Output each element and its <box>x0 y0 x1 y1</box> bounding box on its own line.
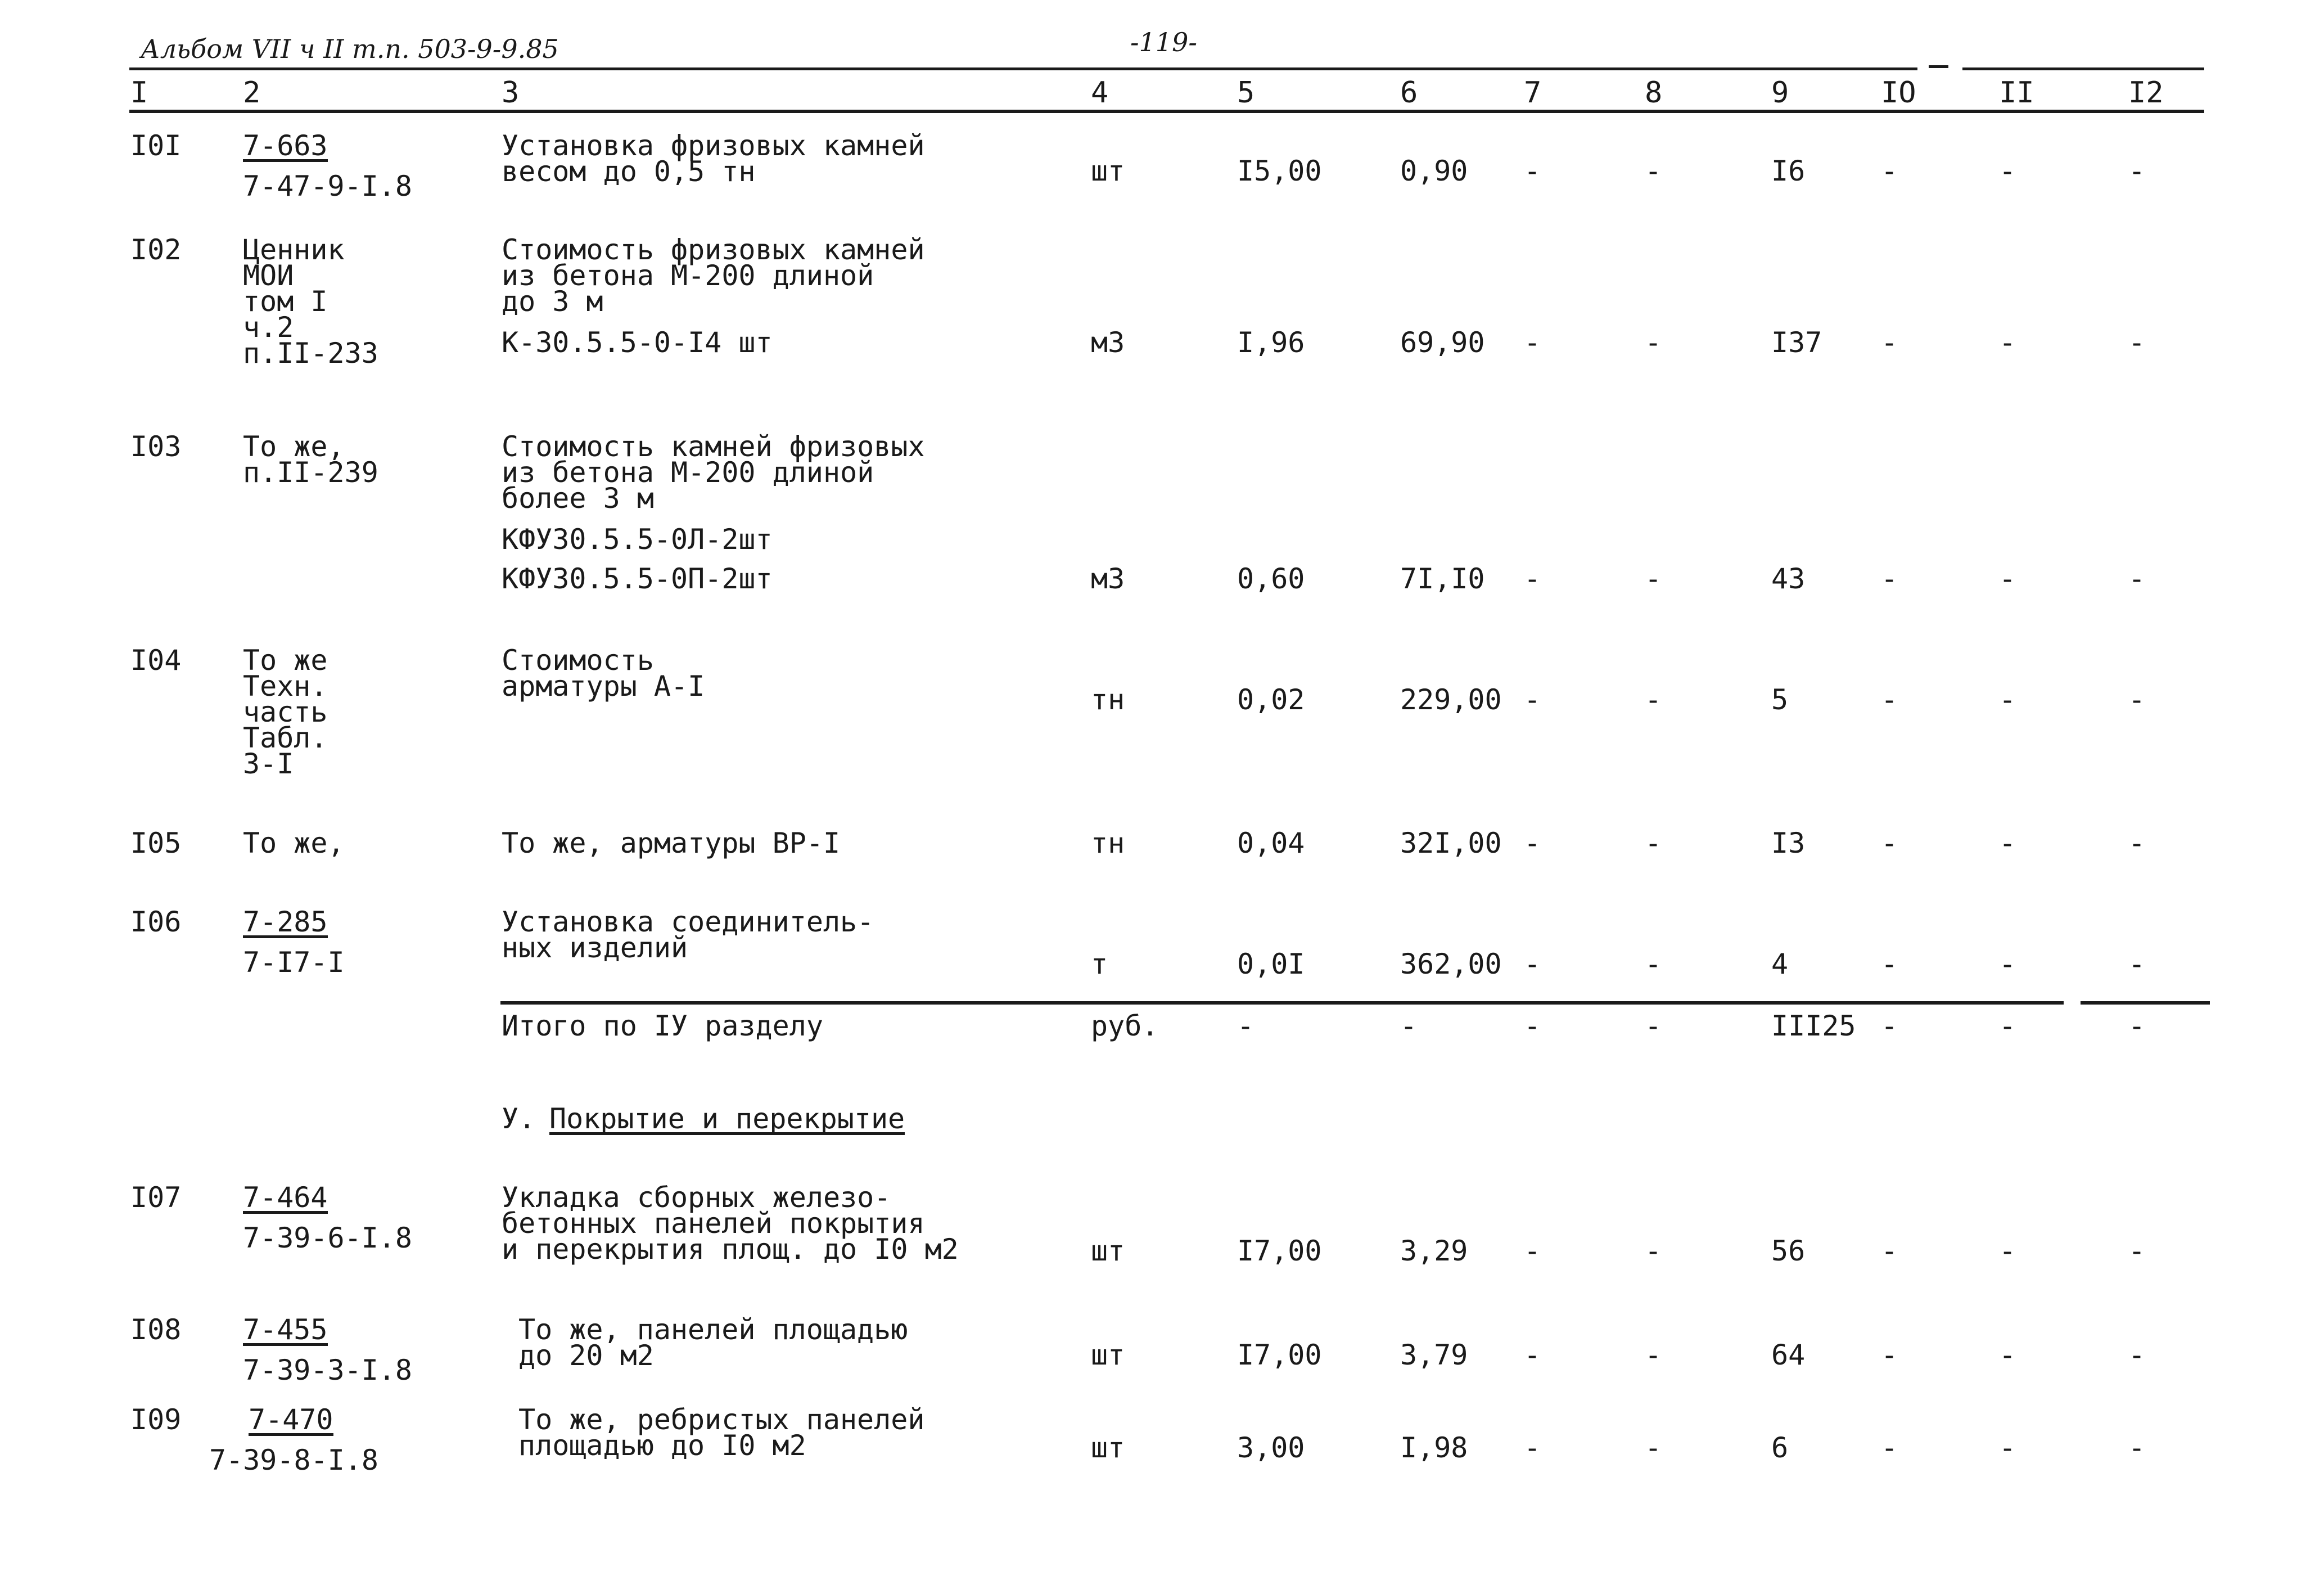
row-I07-col-6: 3,29 <box>1400 1235 1468 1267</box>
row-I04-ref-line: 3-I <box>243 748 294 780</box>
row-I06-col-4: т <box>1091 948 1108 980</box>
row-I07-col-8: - <box>1645 1235 1662 1267</box>
row-I04-col-5: 0,02 <box>1237 683 1305 716</box>
row-I03-desc-mark: КФУ30.5.5-0Л-2шт <box>502 523 773 556</box>
row-I02-col-11: - <box>1999 326 2016 359</box>
row-I02-desc-mark: К-30.5.5-0-I4 шт <box>502 326 773 359</box>
row-I03-col-6: 7I,I0 <box>1400 562 1485 595</box>
row-I06-col-9: 4 <box>1771 948 1789 980</box>
row-I04-col-11: - <box>1999 683 2016 716</box>
total-col-8: - <box>1645 1010 1662 1042</box>
row-I08-col-6: 3,79 <box>1400 1339 1468 1371</box>
row-I06-number: I06 <box>130 906 182 938</box>
row-I02-col-5: I,96 <box>1237 326 1305 359</box>
section-title: Покрытие и перекрытие <box>549 1102 905 1135</box>
row-I05-col-11: - <box>1999 827 2016 859</box>
row-I04-ref-line: часть <box>243 696 328 728</box>
row-I03-col-12: - <box>2128 562 2146 595</box>
total-col-9: III25 <box>1771 1010 1856 1042</box>
column-header-3: 3 <box>502 76 520 110</box>
row-I08-col-5: I7,00 <box>1237 1339 1322 1371</box>
total-col-6: - <box>1400 1010 1418 1042</box>
row-I05-col-9: I3 <box>1771 827 1806 859</box>
row-I08-col-10: - <box>1881 1339 1898 1371</box>
row-I0I-col-8: - <box>1645 155 1662 187</box>
row-I02-col-12: - <box>2128 326 2146 359</box>
row-I03-col-7: - <box>1524 562 1541 595</box>
row-I03-desc-line: из бетона М-200 длиной <box>502 456 874 489</box>
total-rule-right <box>2081 1001 2210 1005</box>
row-I08-col-12: - <box>2128 1339 2146 1371</box>
row-I05-desc-line: То же, арматуры ВР-I <box>502 827 841 859</box>
row-I07-col-5: I7,00 <box>1237 1235 1322 1267</box>
row-I03-ref-line: п.II-239 <box>243 456 378 489</box>
row-I07-desc-line: и перекрытия площ. до I0 м2 <box>502 1233 959 1266</box>
row-I08-col-7: - <box>1524 1339 1541 1371</box>
total-col-11: - <box>1999 1010 2016 1042</box>
row-I0I-number: I0I <box>130 129 182 162</box>
row-I04-col-6: 229,00 <box>1400 683 1502 716</box>
row-I06-desc-line: ных изделий <box>502 931 688 964</box>
column-header-4: 4 <box>1091 76 1109 110</box>
row-I08-ref-bottom: 7-39-3-I.8 <box>243 1354 413 1386</box>
row-I02-ref-line: ч.2 <box>243 311 294 344</box>
row-I03-number: I03 <box>130 430 182 463</box>
row-I09-desc-line: площадью до I0 м2 <box>518 1429 806 1462</box>
top-rule <box>129 67 1917 70</box>
row-I09-ref-top: 7-470 <box>249 1403 333 1436</box>
column-header-5: 5 <box>1237 76 1255 110</box>
row-I08-col-4: шт <box>1091 1339 1125 1371</box>
row-I0I-desc-line: Установка фризовых камней <box>502 129 925 162</box>
total-rule <box>500 1001 2064 1005</box>
row-I05-col-8: - <box>1645 827 1662 859</box>
column-header-9: 9 <box>1771 76 1789 110</box>
row-I03-desc-line: Стоимость камней фризовых <box>502 430 925 463</box>
header-rule <box>129 110 2204 113</box>
top-rule-right <box>1962 67 2204 70</box>
row-I03-desc-line: более 3 м <box>502 482 654 515</box>
row-I07-col-7: - <box>1524 1235 1541 1267</box>
row-I04-ref-line: То же <box>243 644 328 677</box>
row-I09-col-4: шт <box>1091 1431 1125 1464</box>
row-I02-desc-line: до 3 м <box>502 285 603 318</box>
row-I08-col-11: - <box>1999 1339 2016 1371</box>
row-I0I-ref-top: 7-663 <box>243 129 328 162</box>
column-header-8: 8 <box>1645 76 1663 110</box>
row-I05-col-5: 0,04 <box>1237 827 1305 859</box>
row-I09-ref-bottom: 7-39-8-I.8 <box>209 1444 379 1476</box>
row-I08-desc-line: То же, панелей площадью <box>518 1313 908 1346</box>
row-I04-ref-line: Техн. <box>243 670 328 703</box>
row-I0I-col-12: - <box>2128 155 2146 187</box>
row-I04-ref-line: Табл. <box>243 722 328 754</box>
total-col-7: - <box>1524 1010 1541 1042</box>
row-I0I-col-4: шт <box>1091 155 1125 187</box>
row-I09-col-10: - <box>1881 1431 1898 1464</box>
total-col-10: - <box>1881 1010 1898 1042</box>
row-I09-col-5: 3,00 <box>1237 1431 1305 1464</box>
row-I09-col-11: - <box>1999 1431 2016 1464</box>
row-I06-col-12: - <box>2128 948 2146 980</box>
album-reference: Альбом VII ч II т.п. 503-9-9.85 <box>141 34 559 64</box>
row-I04-desc-line: арматуры А-I <box>502 670 705 703</box>
row-I04-number: I04 <box>130 644 182 677</box>
row-I04-col-7: - <box>1524 683 1541 716</box>
section-number: У. <box>502 1102 536 1135</box>
row-I07-desc-line: Укладка сборных железо- <box>502 1181 891 1214</box>
row-I05-col-10: - <box>1881 827 1898 859</box>
row-I05-col-7: - <box>1524 827 1541 859</box>
row-I06-col-11: - <box>1999 948 2016 980</box>
row-I07-col-12: - <box>2128 1235 2146 1267</box>
row-I09-col-8: - <box>1645 1431 1662 1464</box>
top-rule-dash <box>1929 65 1948 68</box>
row-I03-col-9: 43 <box>1771 562 1806 595</box>
row-I03-col-8: - <box>1645 562 1662 595</box>
total-col-4: руб. <box>1091 1010 1159 1042</box>
row-I08-col-9: 64 <box>1771 1339 1806 1371</box>
row-I09-col-9: 6 <box>1771 1431 1789 1464</box>
row-I02-col-8: - <box>1645 326 1662 359</box>
row-I02-desc-line: Стоимость фризовых камней <box>502 233 925 266</box>
page-number: -119- <box>1130 27 1197 57</box>
row-I06-ref-bottom: 7-I7-I <box>243 946 345 979</box>
row-I0I-col-6: 0,90 <box>1400 155 1468 187</box>
row-I02-ref-line: п.II-233 <box>243 337 378 370</box>
row-I07-col-10: - <box>1881 1235 1898 1267</box>
row-I0I-col-7: - <box>1524 155 1541 187</box>
row-I05-col-12: - <box>2128 827 2146 859</box>
row-I05-number: I05 <box>130 827 182 859</box>
row-I08-ref-top: 7-455 <box>243 1313 328 1346</box>
row-I07-ref-top: 7-464 <box>243 1181 328 1214</box>
column-header-11: II <box>1999 76 2034 110</box>
column-header-10: IO <box>1881 76 1916 110</box>
row-I02-col-10: - <box>1881 326 1898 359</box>
row-I06-col-8: - <box>1645 948 1662 980</box>
row-I0I-desc-line: весом до 0,5 тн <box>502 155 756 188</box>
row-I07-desc-line: бетонных панелей покрытия <box>502 1207 925 1240</box>
row-I0I-col-10: - <box>1881 155 1898 187</box>
row-I09-col-7: - <box>1524 1431 1541 1464</box>
row-I09-col-12: - <box>2128 1431 2146 1464</box>
row-I08-number: I08 <box>130 1313 182 1346</box>
row-I06-col-6: 362,00 <box>1400 948 1502 980</box>
row-I04-desc-line: Стоимость <box>502 644 654 677</box>
row-I0I-ref-bottom: 7-47-9-I.8 <box>243 170 413 202</box>
row-I02-col-4: м3 <box>1091 326 1125 359</box>
row-I07-col-9: 56 <box>1771 1235 1806 1267</box>
row-I07-number: I07 <box>130 1181 182 1214</box>
row-I03-desc-mark-2: КФУ30.5.5-0П-2шт <box>502 562 773 595</box>
row-I02-ref-line: МОИ <box>243 259 294 292</box>
row-I04-col-12: - <box>2128 683 2146 716</box>
row-I06-ref-top: 7-285 <box>243 906 328 938</box>
row-I04-col-10: - <box>1881 683 1898 716</box>
row-I02-number: I02 <box>130 233 182 266</box>
row-I0I-col-9: I6 <box>1771 155 1806 187</box>
column-header-1: I <box>130 76 148 110</box>
row-I08-desc-line: до 20 м2 <box>518 1339 654 1372</box>
row-I07-ref-bottom: 7-39-6-I.8 <box>243 1222 413 1254</box>
row-I02-desc-line: из бетона М-200 длиной <box>502 259 874 292</box>
total-col-12: - <box>2128 1010 2146 1042</box>
row-I02-ref-line: том I <box>243 285 328 318</box>
row-I0I-col-5: I5,00 <box>1237 155 1322 187</box>
column-header-6: 6 <box>1400 76 1418 110</box>
row-I05-col-6: 32I,00 <box>1400 827 1502 859</box>
row-I09-number: I09 <box>130 1403 182 1436</box>
column-header-7: 7 <box>1524 76 1542 110</box>
row-I02-col-7: - <box>1524 326 1541 359</box>
row-I02-col-6: 69,90 <box>1400 326 1485 359</box>
row-I04-col-8: - <box>1645 683 1662 716</box>
row-I04-col-4: тн <box>1091 683 1125 716</box>
total-label: Итого по IУ разделу <box>502 1010 823 1042</box>
row-I04-col-9: 5 <box>1771 683 1789 716</box>
row-I03-col-5: 0,60 <box>1237 562 1305 595</box>
column-header-2: 2 <box>243 76 261 110</box>
row-I03-col-11: - <box>1999 562 2016 595</box>
row-I02-col-9: I37 <box>1771 326 1822 359</box>
row-I07-col-11: - <box>1999 1235 2016 1267</box>
row-I03-col-4: м3 <box>1091 562 1125 595</box>
row-I03-col-10: - <box>1881 562 1898 595</box>
row-I06-desc-line: Установка соединитель- <box>502 906 874 938</box>
row-I06-col-10: - <box>1881 948 1898 980</box>
row-I05-ref-line: То же, <box>243 827 345 859</box>
row-I02-ref-line: Ценник <box>243 233 345 266</box>
row-I08-col-8: - <box>1645 1339 1662 1371</box>
row-I07-col-4: шт <box>1091 1235 1125 1267</box>
total-col-5: - <box>1237 1010 1254 1042</box>
row-I0I-col-11: - <box>1999 155 2016 187</box>
column-header-12: I2 <box>2128 76 2164 110</box>
row-I09-desc-line: То же, ребристых панелей <box>518 1403 925 1436</box>
row-I06-col-5: 0,0I <box>1237 948 1305 980</box>
row-I06-col-7: - <box>1524 948 1541 980</box>
row-I05-col-4: тн <box>1091 827 1125 859</box>
row-I09-col-6: I,98 <box>1400 1431 1468 1464</box>
row-I03-ref-line: То же, <box>243 430 345 463</box>
